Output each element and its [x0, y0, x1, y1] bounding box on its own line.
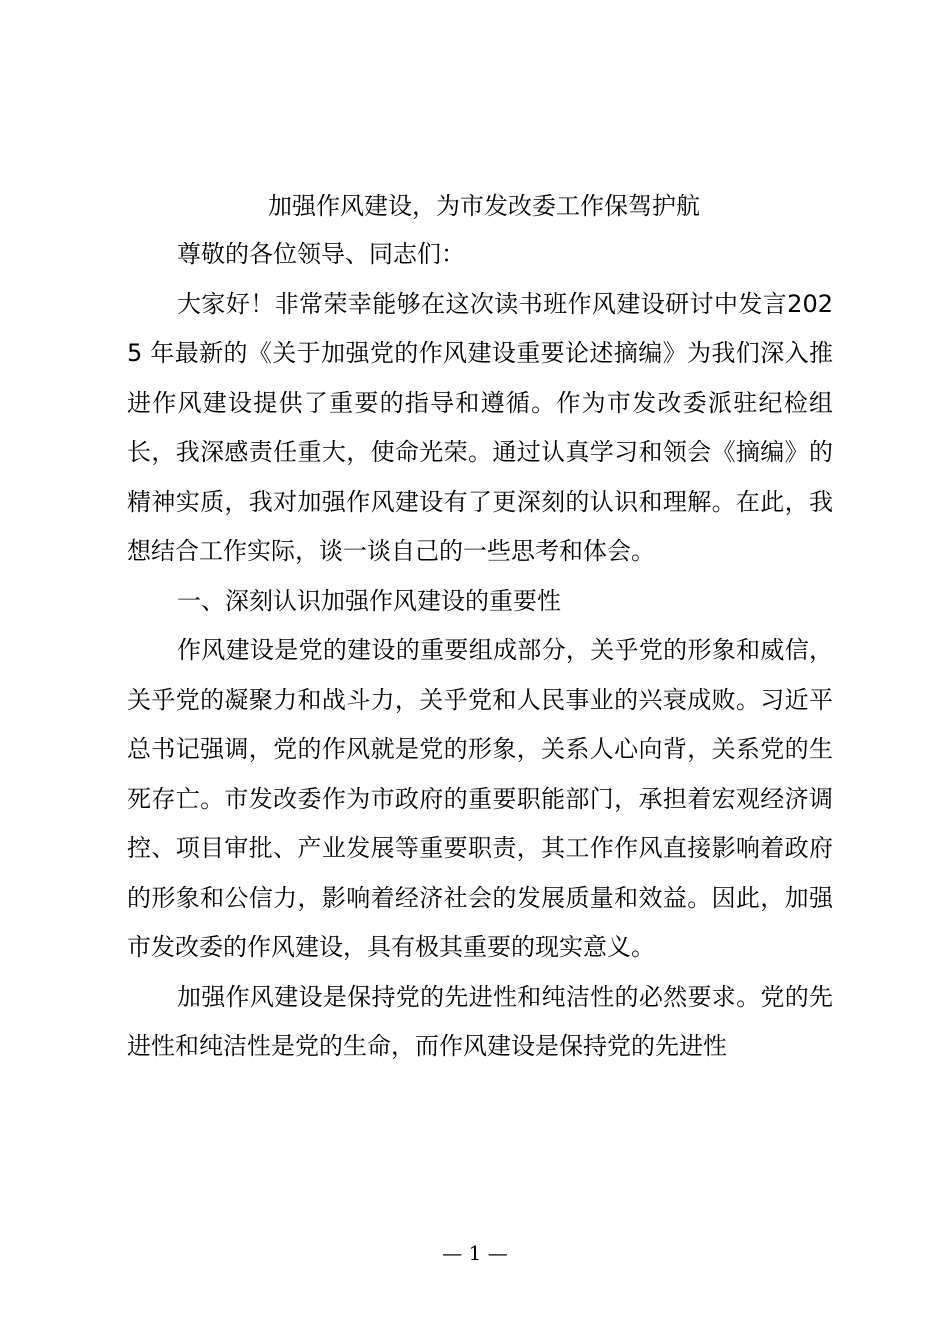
- paragraph-intro: 大家好！非常荣幸能够在这次读书班作风建设研讨中发言2025 年最新的《关于加强党的作风建设重要论述摘编》为我们深入推进作风建设提供了重要的指导和遵循。作为市发改委派驻纪检组长，我深感责任重大，使命光荣。通过认真学习和领会《摘编》的精神实质，我对加强作风建设有了更深刻的认识和理解。在此，我想结合工作实际，谈一谈自己的一些思考和体会。: [127, 289, 833, 565]
- paragraph-requirement: 加强作风建设是保持党的先进性和纯洁性的必然要求。党的先进性和纯洁性是党的生命，而作风建设是保持党的先进性: [127, 982, 833, 1060]
- document-title: 加强作风建设，为市发改委工作保驾护航: [268, 192, 700, 220]
- section-heading: 一、深刻认识加强作风建设的重要性: [177, 586, 561, 615]
- paragraph-importance: 作风建设是党的建设的重要组成部分，关乎党的形象和威信，关乎党的凝聚力和战斗力，关乎党和人民事业的兴衰成败。习近平总书记强调，党的作风就是党的形象，关系人心向背，关系党的生死存亡。市发改委作为市政府的重要职能部门，承担着宏观经济调控、项目审批、产业发展等重要职责，其工作作风直接影响着政府的形象和公信力，影响着经济社会的发展质量和效益。因此，加强市发改委的作风建设，具有极其重要的现实意义。: [127, 636, 833, 961]
- page-number: — 1 —: [442, 1241, 508, 1265]
- document-body: [127, 182, 833, 1072]
- salutation: 尊敬的各位领导、同志们：: [177, 240, 465, 268]
